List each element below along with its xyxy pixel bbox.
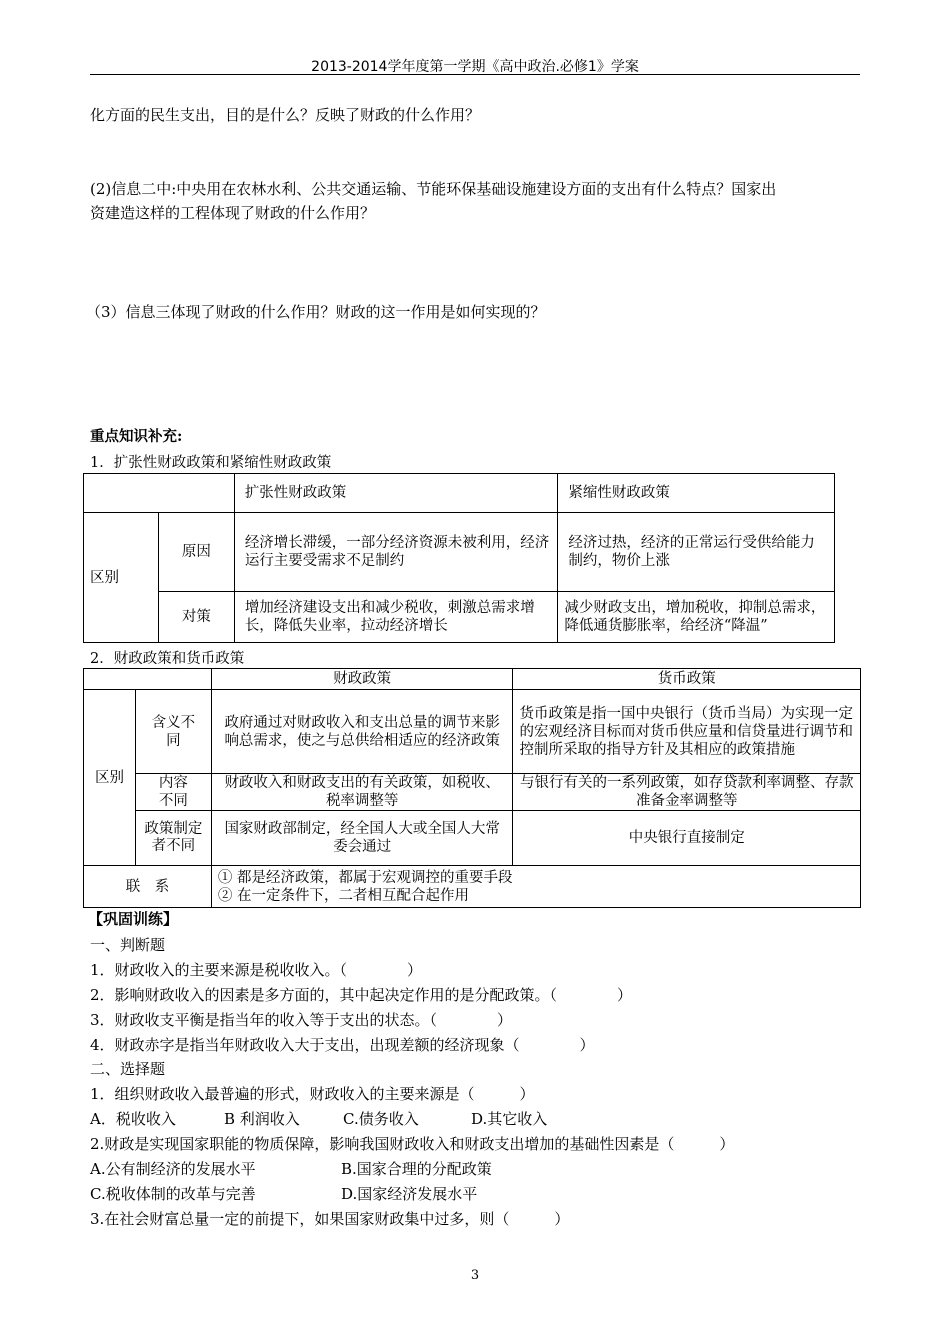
table1-cause-expansion: 经济增长滞缓，一部分经济资源未被利用，经济运行主要受需求不足制约 [234,513,558,592]
table2-link-2: ② 在一定条件下，二者相互配合起作用 [217,887,470,904]
judge-item-1: 1．财政收入的主要来源是税收收入。（ ） [90,961,423,979]
choice-question-3: 3.在社会财富总量一定的前提下，如果国家财政集中过多，则（ ） [90,1210,570,1228]
table1-group-label: 区别 [84,513,159,643]
table2-link-cell [211,866,860,908]
question-3: （3）信息三体现了财政的什么作用？财政的这一作用是如何实现的？ [86,303,546,321]
question-2-line-2: 资建造这样的工程体现了财政的什么作用？ [90,204,376,222]
table2-corner [84,669,212,690]
choice-question-2: 2.财政是实现国家职能的物质保障，影响我国财政收入和财政支出增加的基础性因素是（ ） [90,1135,735,1153]
choice-2-option-c: C.税收体制的改革与完善 [90,1185,256,1203]
choice-1-option-c: C.债务收入 [343,1110,419,1128]
table2-header-fiscal: 财政政策 [211,669,513,690]
question-1-continued: 化方面的民生支出，目的是什么？反映了财政的什么作用？ [90,106,481,124]
table1-header-tight: 紧缩性财政政策 [558,474,835,513]
table1-cause-tight: 经济过热，经济的正常运行受供给能力制约，物价上涨 [558,513,835,592]
table2-group-label: 区别 [84,690,136,866]
supplement-title: 重点知识补充: [90,428,183,445]
choice-2-option-d: D.国家经济发展水平 [341,1185,478,1203]
table1-measure-expansion: 增加经济建设支出和减少税收，刺激总需求增长，降低失业率，拉动经济增长 [234,592,558,643]
table2-maker-monetary: 中央银行直接制定 [513,811,861,866]
table2-row-meaning: 含义不同 [135,690,211,774]
choice-2-option-a: A.公有制经济的发展水平 [90,1160,256,1178]
table1-header-expansion: 扩张性财政政策 [234,474,558,513]
choice-2-option-b: B.国家合理的分配政策 [341,1160,492,1178]
table2-content-fiscal: 财政收入和财政支出的有关政策，如税收、税率调整等 [211,774,513,811]
table2-row-link: 联 系 [84,866,212,908]
judge-item-3: 3．财政收支平衡是指当年的收入等于支出的状态。（ ） [90,1011,513,1029]
table2-maker-fiscal: 国家财政部制定，经全国人大或全国人大常委会通过 [211,811,513,866]
table2-content-monetary: 与银行有关的一系列政策，如存贷款利率调整、存款准备金率调整等 [513,774,861,811]
table2-meaning-fiscal: 政府通过对财政收入和支出总量的调节来影响总需求，使之与总供给相适应的经济政策 [211,690,513,774]
header-rule [90,74,860,75]
judge-item-4: 4．财政赤字是指当年财政收入大于支出，出现差额的经济现象（ ） [90,1036,595,1054]
choice-1-option-d: D.其它收入 [471,1110,548,1128]
table2-header-monetary: 货币政策 [513,669,861,690]
judge-section-title: 一、判断题 [90,936,166,954]
table2-title: 2．财政政策和货币政策 [90,651,245,667]
table1-title: 1．扩张性财政政策和紧缩性财政政策 [90,455,332,471]
page-number: 3 [470,1268,480,1283]
table1-row-cause: 原因 [158,513,234,592]
table2-row-content: 内容不同 [135,774,211,811]
page-header: 2013-2014学年度第一学期《高中政治.必修1》学案 [311,59,639,75]
table2-meaning-monetary: 货币政策是指一国中央银行（货币当局）为实现一定的宏观经济目标而对货币供应量和信贷量进行调节和控制所采取的指导方针及其相应的政策措施 [513,690,861,774]
table2-link-1: ① 都是经济政策，都属于宏观调控的重要手段 [217,869,513,886]
training-title: 【巩固训练】 [88,910,179,928]
question-2-line-1: (2)信息二中:中央用在农林水利、公共交通运输、节能环保基础设施建设方面的支出有什么特点？国家出 [90,180,777,198]
table-fiscal-vs-monetary [83,668,861,908]
choice-1-option-b: B 利润收入 [224,1110,300,1128]
table2-row-maker: 政策制定者不同 [135,811,211,866]
choice-question-1: 1．组织财政收入最普遍的形式，财政收入的主要来源是（ ） [90,1085,535,1103]
choice-section-title: 二、选择题 [90,1060,166,1078]
table1-corner [84,474,235,513]
judge-item-2: 2．影响财政收入的因素是多方面的，其中起决定作用的是分配政策。（ ） [90,986,633,1004]
choice-1-option-a: A．税收收入 [90,1110,176,1128]
table-fiscal-policy-types [83,473,835,643]
table1-row-measure: 对策 [158,592,234,643]
table1-measure-tight: 减少财政支出，增加税收，抑制总需求，降低通货膨胀率，给经济“降温” [558,592,835,643]
